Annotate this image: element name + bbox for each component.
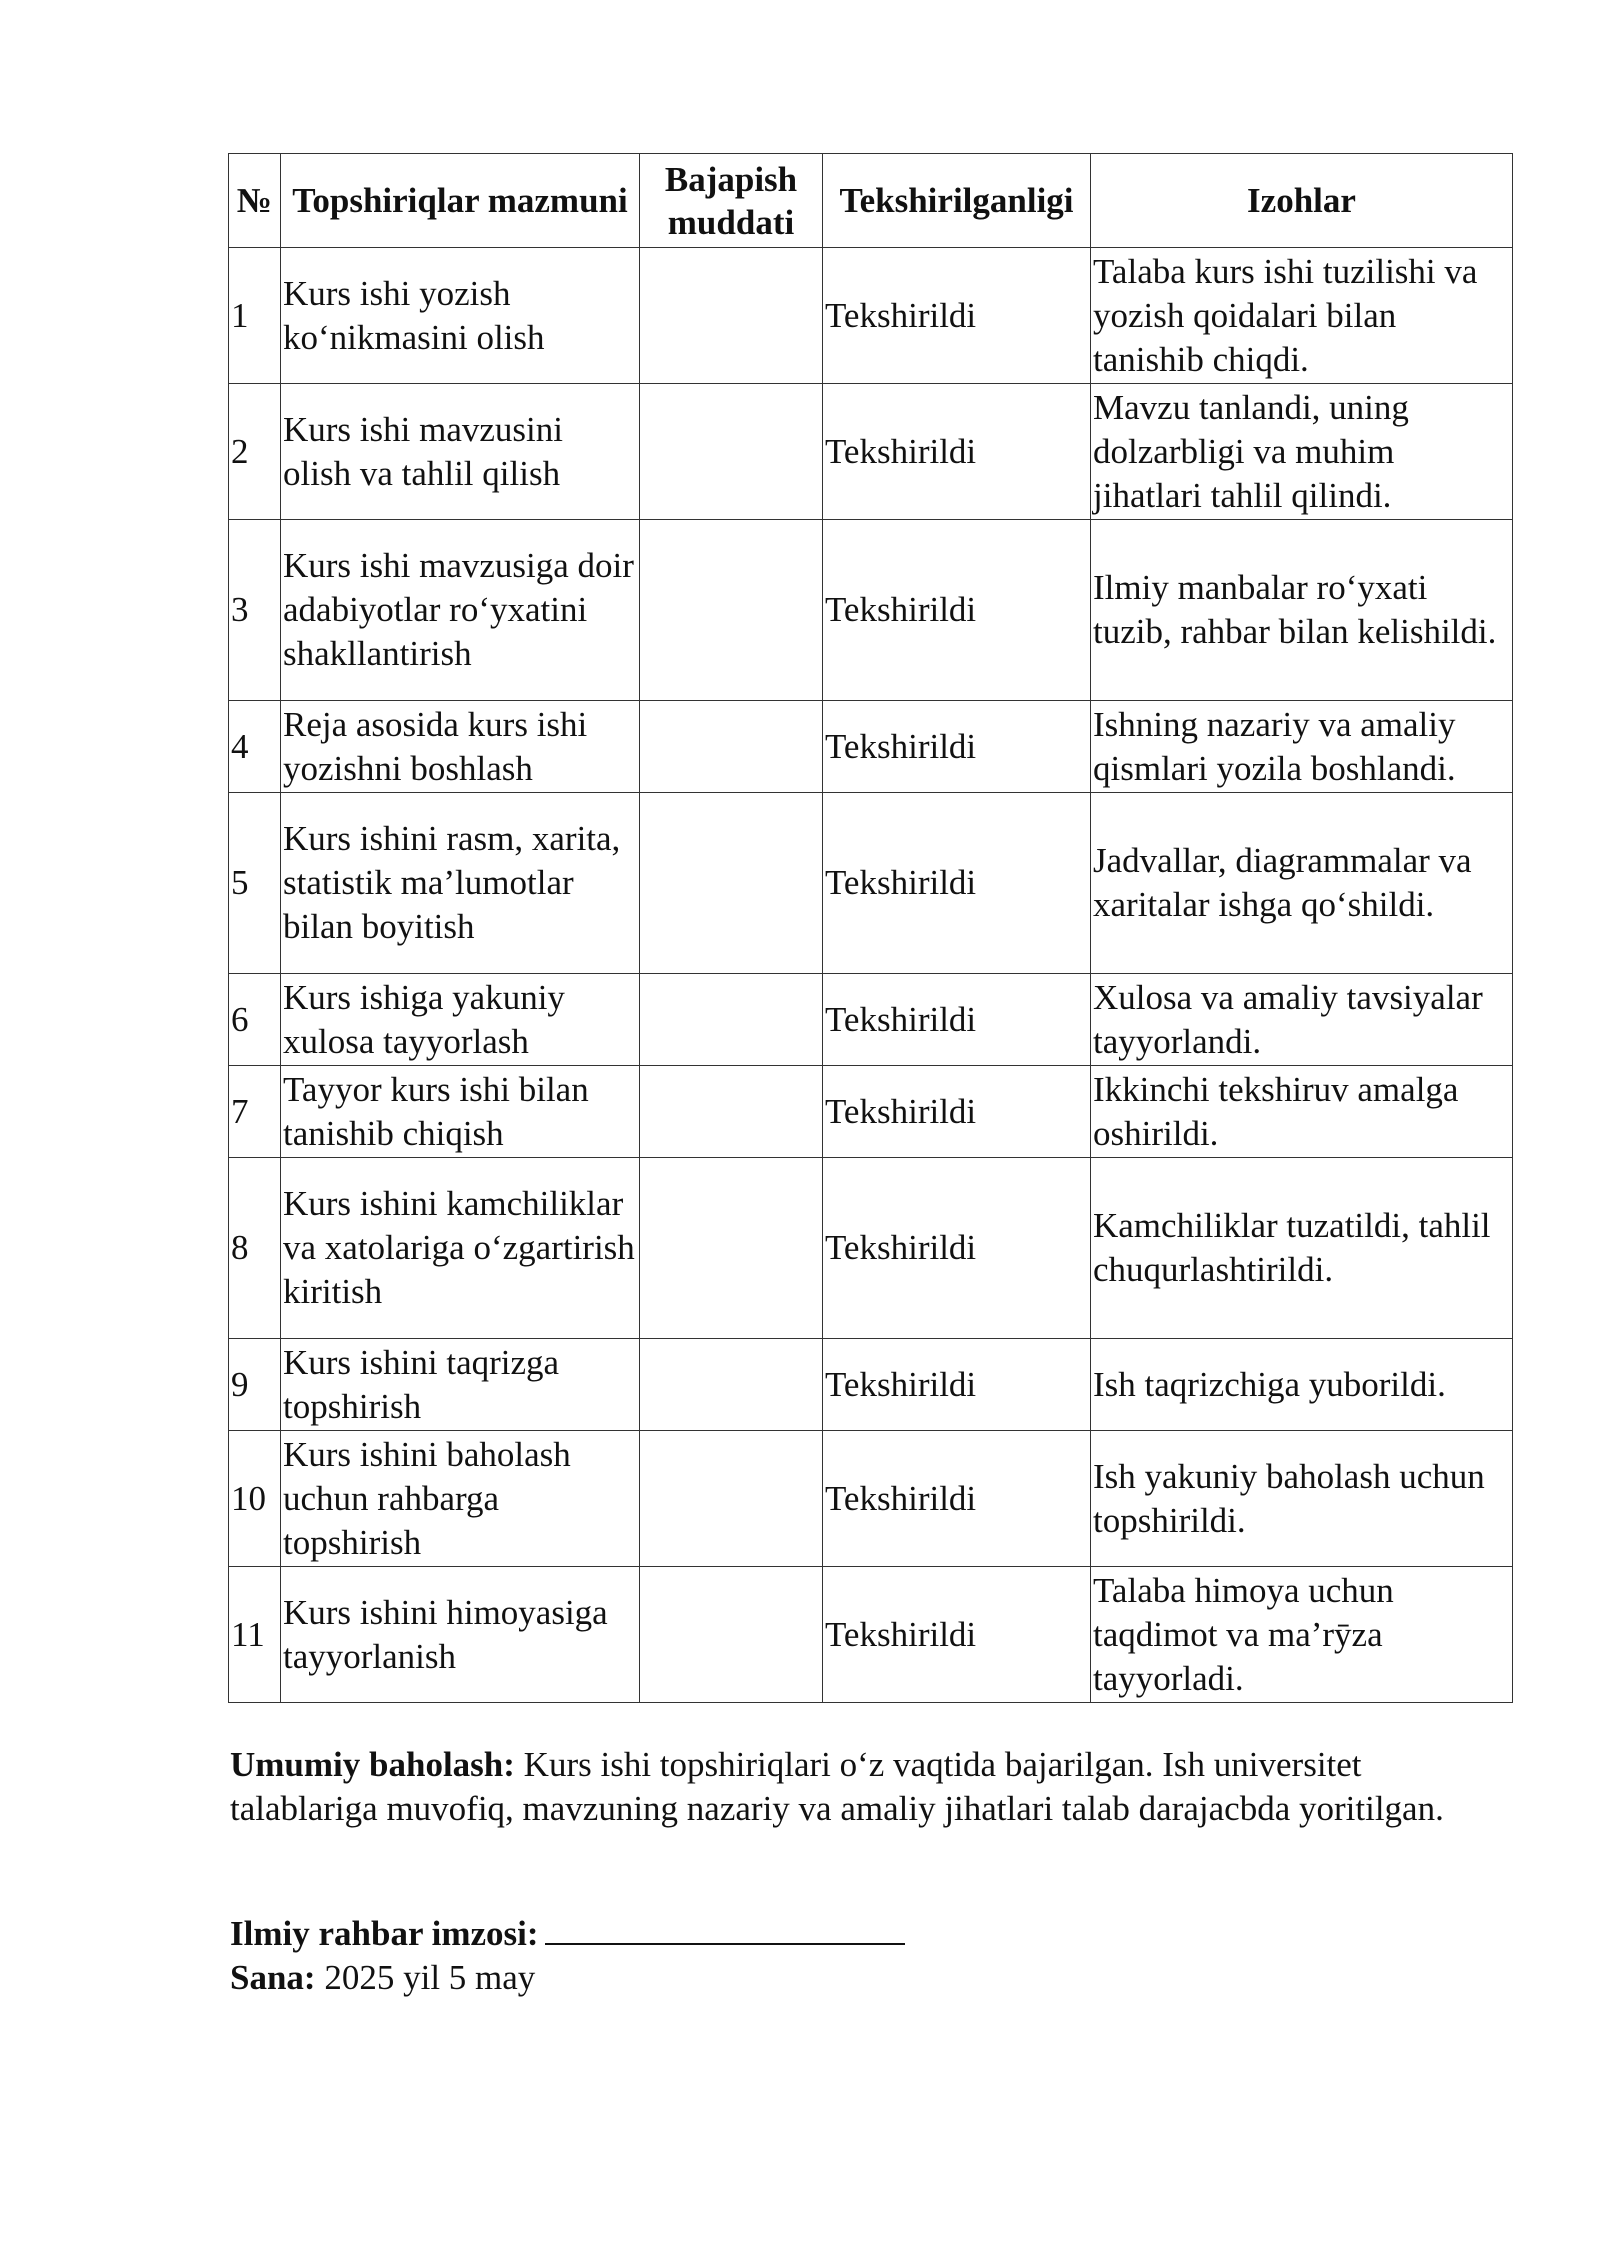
row-notes: Ikkinchi tekshiruv amalga oshirildi. (1091, 1066, 1513, 1158)
row-task: Kurs ishi yozish ko‘nikmasini olish (281, 248, 640, 384)
row-notes: Ishning nazariy va amaliy qismlari yozila boshlandi. (1091, 701, 1513, 793)
row-deadline (640, 520, 823, 701)
row-num: 2 (229, 384, 281, 520)
table-row (229, 1158, 1513, 1339)
date-value: 2025 yil 5 may (315, 1958, 536, 1997)
row-task: Kurs ishini baholash uchun rahbarga topshirish (281, 1431, 640, 1567)
header-checked: Tekshirilganligi (823, 154, 1091, 248)
row-task: Kurs ishi mavzusiga doir adabiyotlar ro‘yxatini shakllantirish (281, 520, 640, 701)
row-checked: Tekshirildi (823, 1431, 1091, 1567)
row-num: 3 (229, 520, 281, 701)
row-checked: Tekshirildi (823, 248, 1091, 384)
row-deadline (640, 1158, 823, 1339)
header-task: Topshiriqlar mazmuni (281, 154, 640, 248)
row-num: 6 (229, 974, 281, 1066)
row-deadline (640, 1066, 823, 1158)
row-num: 7 (229, 1066, 281, 1158)
table-row (229, 1066, 1513, 1158)
row-num: 11 (229, 1567, 281, 1703)
header-num: № (229, 154, 281, 248)
overall-assessment-label: Umumiy baholash: (230, 1745, 515, 1784)
row-task: Kurs ishiga yakuniy xulosa tayyorlash (281, 974, 640, 1066)
tasks-table (228, 153, 1513, 1703)
row-num: 1 (229, 248, 281, 384)
row-num: 5 (229, 793, 281, 974)
row-notes: Xulosa va amaliy tavsiyalar tayyorlandi. (1091, 974, 1513, 1066)
row-notes: Kamchiliklar tuzatildi, tahlil chuqurlashtirildi. (1091, 1158, 1513, 1339)
row-task: Reja asosida kurs ishi yozishni boshlash (281, 701, 640, 793)
table-header-row (229, 154, 1513, 248)
signature-line (545, 1913, 905, 1945)
signature-label: Ilmiy rahbar imzosi: (230, 1914, 539, 1953)
row-checked: Tekshirildi (823, 1066, 1091, 1158)
table-row (229, 793, 1513, 974)
row-task: Kurs ishini taqrizga topshirish (281, 1339, 640, 1431)
table-row (229, 1431, 1513, 1567)
row-num: 4 (229, 701, 281, 793)
row-notes: Mavzu tanlandi, uning dolzarbligi va muhim jihatlari tahlil qilindi. (1091, 384, 1513, 520)
row-num: 10 (229, 1431, 281, 1567)
row-notes: Ish taqrizchiga yuborildi. (1091, 1339, 1513, 1431)
row-checked: Tekshirildi (823, 701, 1091, 793)
row-checked: Tekshirildi (823, 974, 1091, 1066)
row-deadline (640, 1339, 823, 1431)
row-notes: Ilmiy manbalar ro‘yxati tuzib, rahbar bilan kelishildi. (1091, 520, 1513, 701)
row-task: Kurs ishini himoyasiga tayyorlanish (281, 1567, 640, 1703)
row-deadline (640, 974, 823, 1066)
row-task: Kurs ishini rasm, xarita, statistik ma’lumotlar bilan boyitish (281, 793, 640, 974)
row-task: Kurs ishi mavzusini olish va tahlil qilish (281, 384, 640, 520)
overall-assessment (230, 1743, 1500, 1831)
row-deadline (640, 384, 823, 520)
row-deadline (640, 1567, 823, 1703)
row-checked: Tekshirildi (823, 1339, 1091, 1431)
date-line (230, 1956, 535, 2000)
row-deadline (640, 793, 823, 974)
table-row (229, 248, 1513, 384)
row-notes: Talaba himoya uchun taqdimot va ma’rӯza tayyorladi. (1091, 1567, 1513, 1703)
table-row (229, 384, 1513, 520)
table-row (229, 701, 1513, 793)
header-deadline: Bajapish muddati (640, 154, 823, 248)
overall-assessment-text: Kurs ishi topshiriqlari o‘z vaqtida bajarilgan. Ish universitet talablariga muvofiq, mavzuning nazariy va amaliy jihatlari talab darajacbda yoritilgan. (230, 1745, 1444, 1828)
row-num: 8 (229, 1158, 281, 1339)
supervisor-signature (230, 1912, 1500, 1956)
header-notes: Izohlar (1091, 154, 1513, 248)
date-label: Sana: (230, 1958, 316, 1997)
row-checked: Tekshirildi (823, 520, 1091, 701)
row-task: Tayyor kurs ishi bilan tanishib chiqish (281, 1066, 640, 1158)
table-row (229, 974, 1513, 1066)
row-checked: Tekshirildi (823, 1567, 1091, 1703)
row-task: Kurs ishini kamchiliklar va xatolariga o‘zgartirish kiritish (281, 1158, 640, 1339)
row-notes: Talaba kurs ishi tuzilishi va yozish qoidalari bilan tanishib chiqdi. (1091, 248, 1513, 384)
row-deadline (640, 701, 823, 793)
row-checked: Tekshirildi (823, 1158, 1091, 1339)
table-row (229, 1567, 1513, 1703)
table-row (229, 520, 1513, 701)
row-deadline (640, 1431, 823, 1567)
row-num: 9 (229, 1339, 281, 1431)
table-row (229, 1339, 1513, 1431)
row-checked: Tekshirildi (823, 384, 1091, 520)
row-deadline (640, 248, 823, 384)
row-notes: Jadvallar, diagrammalar va xaritalar ishga qo‘shildi. (1091, 793, 1513, 974)
row-checked: Tekshirildi (823, 793, 1091, 974)
row-notes: Ish yakuniy baholash uchun topshirildi. (1091, 1431, 1513, 1567)
